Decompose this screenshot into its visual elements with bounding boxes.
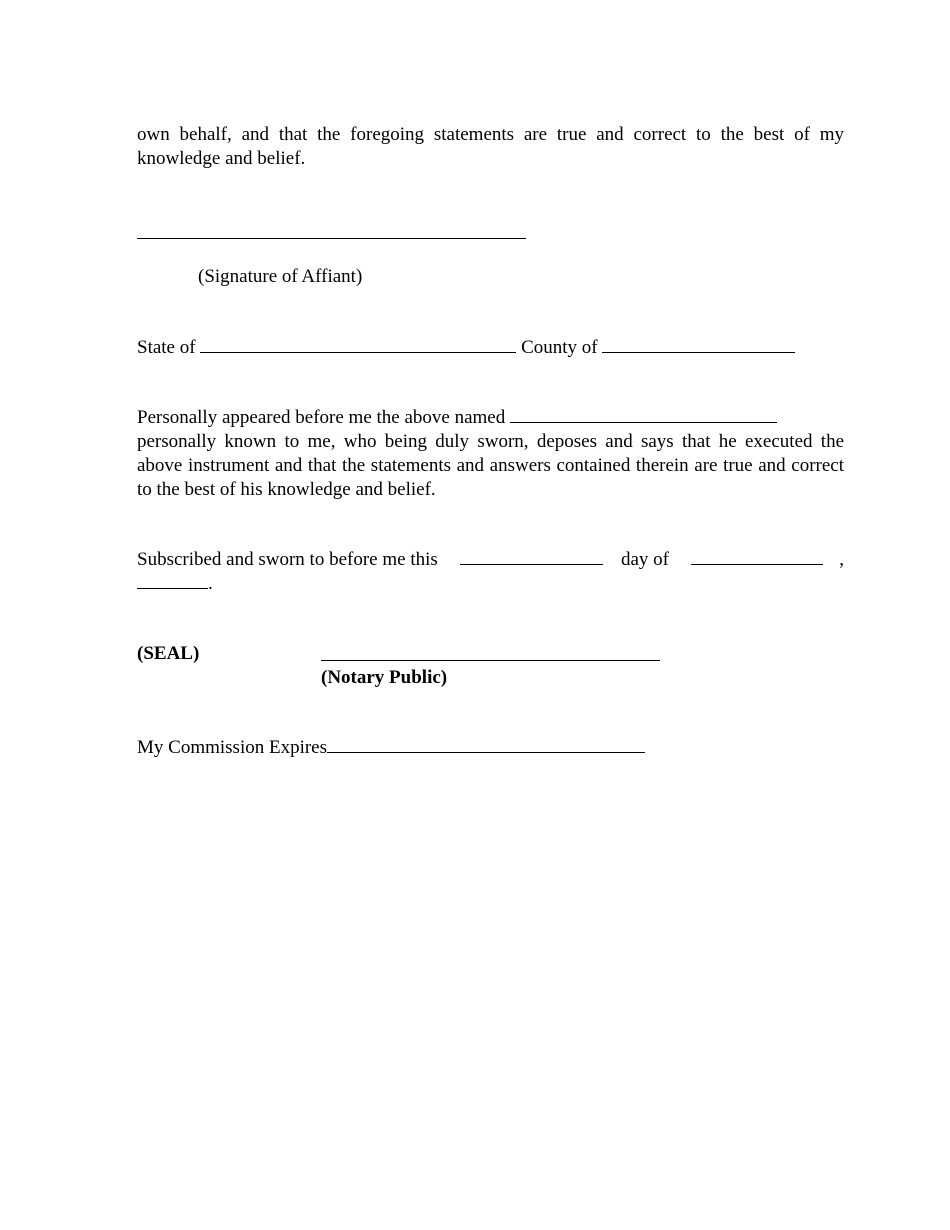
notary-caption: (Notary Public): [321, 667, 448, 688]
comma: ,: [839, 549, 844, 570]
subscribed-lead: Subscribed and sworn to before me this: [137, 549, 438, 570]
subscribed-line: [137, 548, 844, 596]
period: .: [208, 573, 213, 594]
appeared-name-field[interactable]: [510, 406, 777, 423]
state-field[interactable]: [200, 336, 516, 353]
month-field[interactable]: [691, 548, 823, 565]
county-label: County of: [521, 337, 598, 358]
affiant-signature-caption: (Signature of Affiant): [198, 266, 363, 287]
venue-line: [137, 336, 795, 360]
commission-expires-field[interactable]: [327, 736, 645, 753]
state-label: State of: [137, 337, 196, 358]
appearance-paragraph: personally known to me, who being duly sworn, deposes and says that he executed the above instrument and that the statements and answers contained therein are true and correct to the best of his knowledge and belief.: [137, 431, 844, 500]
day-field[interactable]: [460, 548, 603, 565]
commission-line: [137, 736, 645, 760]
commission-label: My Commission Expires: [137, 737, 328, 758]
year-field[interactable]: [137, 572, 208, 589]
county-field[interactable]: [602, 336, 795, 353]
day-of-label: day of: [621, 549, 670, 570]
seal-label: (SEAL): [137, 643, 200, 664]
appearance-lead-line: [137, 406, 777, 430]
affiant-signature-line[interactable]: [137, 238, 526, 239]
appearance-lead: Personally appeared before me the above named: [137, 407, 506, 428]
notary-signature-line[interactable]: [321, 660, 660, 661]
intro-paragraph: own behalf, and that the foregoing statements are true and correct to the best of my knowledge and belief.: [137, 124, 844, 169]
